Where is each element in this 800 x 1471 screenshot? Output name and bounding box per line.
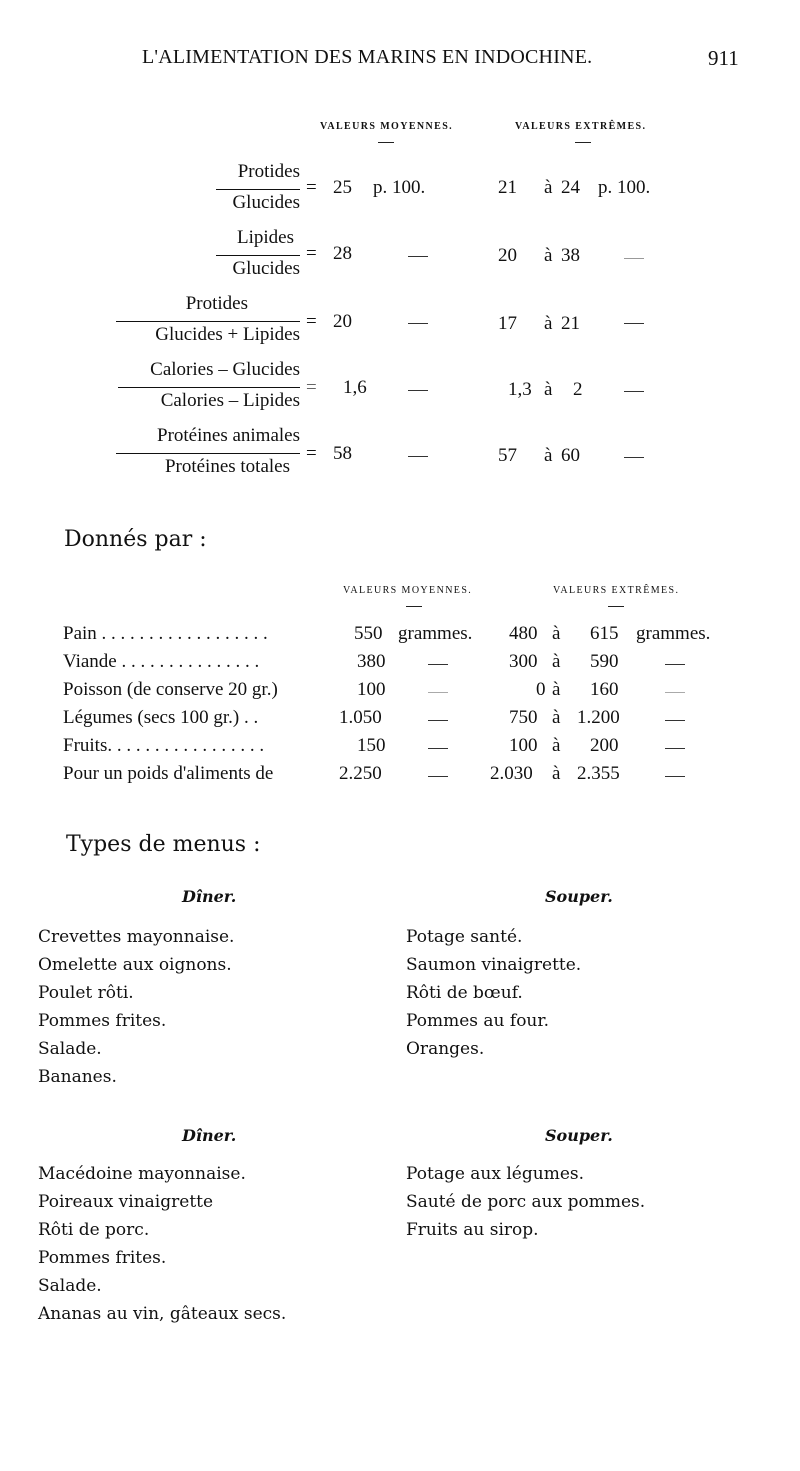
food-avg: 100 <box>357 679 386 700</box>
ext-high-value: 2 <box>573 379 583 400</box>
ditto-dash <box>428 748 448 749</box>
ratio-numerator: Lipides <box>237 227 294 248</box>
ratio-fraction <box>0 293 300 353</box>
food-high: 590 <box>590 651 619 672</box>
section-title-donnes-par: Donnés par : <box>64 527 207 552</box>
ext-low-value: 1,3 <box>508 379 532 400</box>
ditto-dash <box>665 776 685 777</box>
ratio-numerator: Calories – Glucides <box>150 359 300 380</box>
ditto-dash <box>624 258 644 259</box>
fraction-bar <box>216 255 300 256</box>
food-avg: 380 <box>357 651 386 672</box>
col-header-moyennes: VALEURS MOYENNES. <box>320 121 454 132</box>
equals-sign: = <box>306 377 317 398</box>
food-a: à <box>552 707 561 728</box>
diner-menu-item: Poireaux vinaigrette <box>38 1192 214 1212</box>
ditto-dash <box>665 664 685 665</box>
food-avg: 2.250 <box>339 763 382 784</box>
ditto-dash <box>624 323 644 324</box>
food-label: Poisson (de conserve 20 gr.) <box>63 679 278 700</box>
ratio-fraction <box>0 359 300 419</box>
ext-a: à <box>544 177 553 198</box>
diner-menu-item: Salade. <box>38 1276 102 1296</box>
ratio-fraction <box>0 227 300 287</box>
avg-value: 58 <box>333 443 352 464</box>
avg-value: 1,6 <box>343 377 367 398</box>
souper-menu-item: Pommes au four. <box>406 1011 550 1031</box>
col-header-dash <box>575 142 591 143</box>
col-header-moyennes: VALEURS MOYENNES. <box>343 585 473 596</box>
col-header-extremes: VALEURS EXTRÊMES. <box>515 121 647 132</box>
food-a: à <box>552 651 561 672</box>
ext-a: à <box>544 313 553 334</box>
ratio-denominator: Protéines totales <box>164 456 290 477</box>
food-a: à <box>552 679 561 700</box>
ext-a: à <box>544 445 553 466</box>
ditto-dash <box>408 323 428 324</box>
food-unit: grammes. <box>636 623 711 644</box>
diner-menu-item: Salade. <box>38 1039 102 1059</box>
ext-high-value: 24 <box>561 177 580 198</box>
souper-menu-item: Rôti de bœuf. <box>406 983 523 1003</box>
food-unit: grammes. <box>398 623 473 644</box>
fraction-bar <box>116 453 300 454</box>
ditto-dash <box>665 692 685 693</box>
fraction-bar <box>118 387 300 388</box>
ditto-dash <box>624 457 644 458</box>
food-high: 615 <box>590 623 619 644</box>
food-high: 200 <box>590 735 619 756</box>
ditto-dash <box>428 720 448 721</box>
avg-value: 20 <box>333 311 352 332</box>
diner-menu-item: Rôti de porc. <box>38 1220 150 1240</box>
diner-menu-item: Pommes frites. <box>38 1248 167 1268</box>
food-low: 2.030 <box>490 763 533 784</box>
food-high: 1.200 <box>577 707 620 728</box>
avg-unit: p. 100. <box>373 177 426 198</box>
col-header-extremes: VALEURS EXTRÊMES. <box>553 585 680 596</box>
souper-menu-item: Potage santé. <box>406 927 523 947</box>
food-label: Viande . . . . . . . . . . . . . . . <box>63 651 260 672</box>
food-low: 480 <box>509 623 538 644</box>
souper-heading: Souper. <box>545 1126 613 1145</box>
ratio-numerator: Protides <box>237 161 300 182</box>
ditto-dash <box>624 391 644 392</box>
fraction-bar <box>216 189 300 190</box>
ditto-dash <box>665 720 685 721</box>
food-label: Fruits. . . . . . . . . . . . . . . . . <box>63 735 265 756</box>
ext-a: à <box>544 245 553 266</box>
ext-high-value: 38 <box>561 245 580 266</box>
fraction-bar <box>116 321 300 322</box>
souper-menu-item: Saumon vinaigrette. <box>406 955 582 975</box>
ditto-dash <box>428 692 448 693</box>
food-label: Pour un poids d'aliments de <box>63 763 274 784</box>
page-number: 911 <box>708 46 739 70</box>
ext-a: à <box>544 379 553 400</box>
food-a: à <box>552 763 561 784</box>
ext-high-value: 60 <box>561 445 580 466</box>
ratio-fraction <box>0 161 300 221</box>
ditto-dash <box>408 256 428 257</box>
diner-menu-item: Bananes. <box>38 1067 117 1087</box>
food-label: Légumes (secs 100 gr.) . . <box>63 707 259 728</box>
ext-low-value: 20 <box>498 245 517 266</box>
souper-menu-item: Oranges. <box>406 1039 485 1059</box>
souper-menu-item: Sauté de porc aux pommes. <box>406 1192 646 1212</box>
ratio-numerator: Protéines animales <box>157 425 300 446</box>
food-high: 160 <box>590 679 619 700</box>
equals-sign: = <box>306 243 317 264</box>
diner-heading: Dîner. <box>182 1126 237 1145</box>
diner-menu-item: Ananas au vin, gâteaux secs. <box>38 1304 287 1324</box>
food-low: 0 <box>536 679 546 700</box>
ratio-fraction <box>0 425 300 485</box>
section-title-menus: Types de menus : <box>66 832 261 857</box>
ext-unit: p. 100. <box>598 177 651 198</box>
ditto-dash <box>665 748 685 749</box>
equals-sign: = <box>306 311 317 332</box>
col-header-dash <box>608 606 624 607</box>
equals-sign: = <box>306 443 317 464</box>
ratio-numerator: Protides <box>185 293 248 314</box>
avg-value: 25 <box>333 177 352 198</box>
food-low: 300 <box>509 651 538 672</box>
food-a: à <box>552 735 561 756</box>
diner-menu-item: Crevettes mayonnaise. <box>38 927 235 947</box>
souper-heading: Souper. <box>545 887 613 906</box>
food-avg: 1.050 <box>339 707 382 728</box>
food-low: 750 <box>509 707 538 728</box>
ditto-dash <box>428 776 448 777</box>
diner-menu-item: Poulet rôti. <box>38 983 134 1003</box>
food-high: 2.355 <box>577 763 620 784</box>
food-avg: 550 <box>354 623 383 644</box>
diner-menu-item: Omelette aux oignons. <box>38 955 232 975</box>
avg-value: 28 <box>333 243 352 264</box>
ratio-denominator: Calories – Lipides <box>160 390 300 411</box>
col-header-dash <box>378 142 394 143</box>
col-header-dash <box>406 606 422 607</box>
souper-menu-item: Fruits au sirop. <box>406 1220 539 1240</box>
ratio-denominator: Glucides + Lipides <box>155 324 300 345</box>
diner-heading: Dîner. <box>182 887 237 906</box>
equals-sign: = <box>306 177 317 198</box>
souper-menu-item: Potage aux légumes. <box>406 1164 585 1184</box>
ext-low-value: 17 <box>498 313 517 334</box>
ratio-denominator: Glucides <box>232 192 300 213</box>
food-label: Pain . . . . . . . . . . . . . . . . . . <box>63 623 268 644</box>
ext-low-value: 21 <box>498 177 517 198</box>
ditto-dash <box>408 390 428 391</box>
food-avg: 150 <box>357 735 386 756</box>
diner-menu-item: Pommes frites. <box>38 1011 167 1031</box>
ratio-denominator: Glucides <box>232 258 300 279</box>
ext-high-value: 21 <box>561 313 580 334</box>
running-header-title: L'ALIMENTATION DES MARINS EN INDOCHINE. <box>142 46 593 68</box>
food-a: à <box>552 623 561 644</box>
ditto-dash <box>408 456 428 457</box>
ext-low-value: 57 <box>498 445 517 466</box>
food-low: 100 <box>509 735 538 756</box>
diner-menu-item: Macédoine mayonnaise. <box>38 1164 246 1184</box>
ditto-dash <box>428 664 448 665</box>
